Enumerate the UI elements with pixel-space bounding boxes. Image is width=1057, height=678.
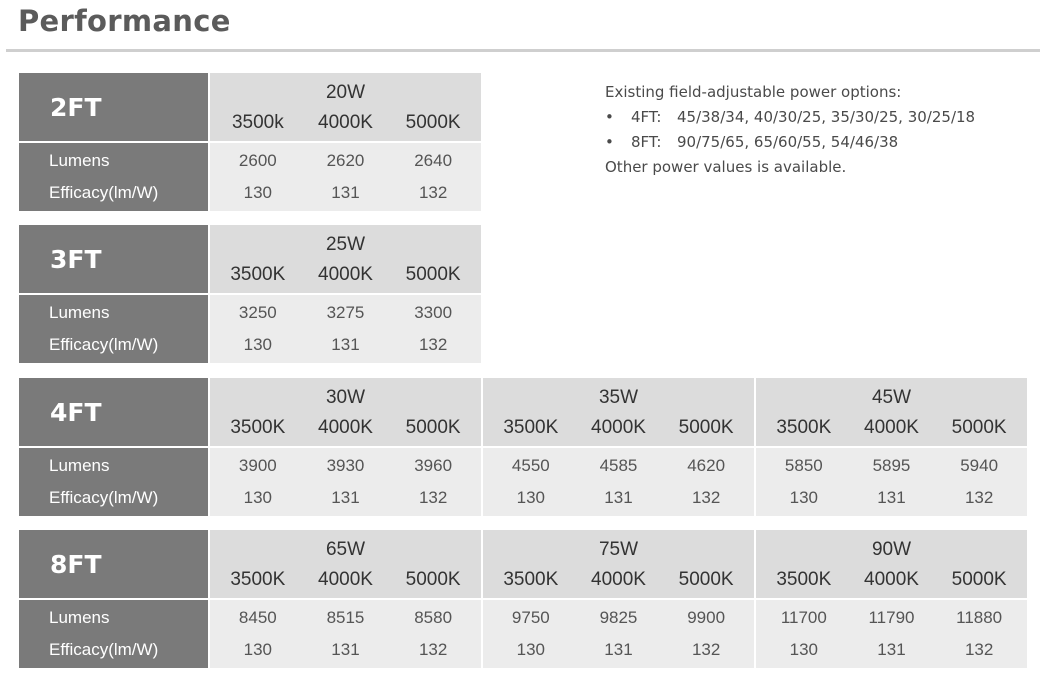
efficacy-value: 132 <box>418 335 448 354</box>
wattage-label: 75W <box>598 539 639 560</box>
efficacy-value: 130 <box>243 183 273 202</box>
lumens-value: 4620 <box>687 456 726 475</box>
lumens-label: Lumens <box>49 303 110 322</box>
row-labels <box>19 295 208 363</box>
note-item-value: 45/38/34, 40/30/25, 35/30/25, 30/25/18 <box>677 108 976 126</box>
efficacy-value: 132 <box>691 488 721 507</box>
lumens-value: 3300 <box>414 303 453 322</box>
efficacy-value: 130 <box>243 640 273 659</box>
cct-row <box>756 569 1027 591</box>
efficacy-value: 131 <box>877 488 906 507</box>
efficacy-value: 131 <box>331 183 360 202</box>
efficacy-value: 132 <box>964 640 994 659</box>
lumens-value: 8580 <box>414 608 453 627</box>
efficacy-value: 132 <box>418 640 448 659</box>
title-divider <box>6 49 1040 52</box>
note-heading: Existing field-adjustable power options: <box>605 83 902 101</box>
lumens-value: 11880 <box>956 608 1003 627</box>
efficacy-value: 130 <box>243 335 273 354</box>
efficacy-value: 130 <box>516 640 546 659</box>
length-label: 3FT <box>19 225 208 293</box>
efficacy-value: 130 <box>789 488 819 507</box>
power-group-data <box>210 600 481 668</box>
wattage-label: 90W <box>871 539 912 560</box>
efficacy-row <box>210 640 481 660</box>
lumens-value: 3960 <box>414 456 453 475</box>
efficacy-value: 131 <box>877 640 906 659</box>
cct-row <box>210 112 481 134</box>
efficacy-value: 132 <box>964 488 994 507</box>
wattage-label: 65W <box>325 539 366 560</box>
cct-label: 5000K <box>405 417 461 438</box>
efficacy-label: Efficacy(lm/W) <box>49 183 159 202</box>
efficacy-value: 131 <box>331 335 360 354</box>
efficacy-value: 130 <box>516 488 546 507</box>
cct-label: 4000K <box>591 569 646 590</box>
efficacy-row <box>483 488 754 508</box>
cct-row <box>210 569 481 591</box>
table-2ft <box>19 73 481 211</box>
lumens-value: 5940 <box>960 456 999 475</box>
bullet-icon: • <box>605 108 614 126</box>
wattage-label: 30W <box>325 387 366 408</box>
cct-label: 4000K <box>318 112 373 133</box>
efficacy-value: 131 <box>604 640 633 659</box>
lumens-row <box>483 608 754 628</box>
wattage-label: 20W <box>325 82 366 103</box>
lumens-value: 11790 <box>868 608 915 627</box>
lumens-row <box>210 456 481 476</box>
lumens-value: 3250 <box>238 303 277 322</box>
cct-label: 5000K <box>951 569 1007 590</box>
efficacy-label: Efficacy(lm/W) <box>49 335 159 354</box>
efficacy-row <box>483 640 754 660</box>
efficacy-row <box>210 488 481 508</box>
lumens-value: 9750 <box>511 608 550 627</box>
lumens-label: Lumens <box>49 608 110 627</box>
lumens-value: 5850 <box>784 456 823 475</box>
power-group-header <box>210 225 481 293</box>
lumens-value: 2640 <box>414 151 453 170</box>
lumens-value: 4550 <box>511 456 550 475</box>
efficacy-value: 132 <box>418 488 448 507</box>
cct-label: 4000K <box>864 417 919 438</box>
lumens-value: 3900 <box>238 456 277 475</box>
lumens-value: 4585 <box>599 456 638 475</box>
cct-label: 4000K <box>591 417 646 438</box>
lumens-value: 2620 <box>326 151 365 170</box>
cct-row <box>483 417 754 439</box>
cct-label: 3500K <box>230 569 286 590</box>
efficacy-value: 132 <box>691 640 721 659</box>
power-group-header <box>756 530 1027 598</box>
lumens-value: 2600 <box>238 151 277 170</box>
efficacy-value: 131 <box>604 488 633 507</box>
cct-label: 3500K <box>230 417 286 438</box>
lumens-label: Lumens <box>49 456 110 475</box>
lumens-row <box>210 151 481 171</box>
power-group-header <box>210 530 481 598</box>
row-labels <box>19 448 208 516</box>
note-item-value: 90/75/65, 65/60/55, 54/46/38 <box>677 133 899 151</box>
note-item-label: 4FT: <box>631 108 662 126</box>
lumens-row <box>483 456 754 476</box>
lumens-row <box>210 608 481 628</box>
lumens-value: 11700 <box>780 608 827 627</box>
note-item-label: 8FT: <box>631 133 662 151</box>
note-item-4ft <box>605 105 975 130</box>
efficacy-value: 131 <box>331 488 360 507</box>
cct-label: 4000K <box>318 264 373 285</box>
cct-label: 3500K <box>503 569 559 590</box>
power-group-data <box>756 448 1027 516</box>
efficacy-label: Efficacy(lm/W) <box>49 640 159 659</box>
row-labels <box>19 143 208 211</box>
cct-label: 3500K <box>776 417 832 438</box>
power-group-header <box>210 73 481 141</box>
cct-label: 3500K <box>776 569 832 590</box>
efficacy-row <box>756 488 1027 508</box>
wattage-label: 45W <box>871 387 912 408</box>
efficacy-value: 132 <box>418 183 448 202</box>
efficacy-row <box>756 640 1027 660</box>
cct-label: 5000K <box>678 569 734 590</box>
table-3ft <box>19 225 481 363</box>
note-item-8ft <box>605 130 975 155</box>
lumens-label: Lumens <box>49 151 110 170</box>
lumens-value: 9825 <box>599 608 638 627</box>
note-footer: Other power values is available. <box>605 158 847 176</box>
power-group-data <box>483 448 754 516</box>
efficacy-row <box>210 183 481 203</box>
cct-label: 5000K <box>405 112 461 133</box>
cct-label: 4000K <box>864 569 919 590</box>
lumens-value: 3930 <box>326 456 365 475</box>
cct-label: 5000K <box>405 264 461 285</box>
cct-label: 3500K <box>230 264 286 285</box>
power-group-header <box>210 378 481 446</box>
lumens-value: 3275 <box>326 303 365 322</box>
cct-row <box>756 417 1027 439</box>
cct-row <box>210 264 481 286</box>
cct-label: 3500k <box>231 112 284 133</box>
power-group-header <box>483 530 754 598</box>
wattage-label: 35W <box>598 387 639 408</box>
power-group-data <box>210 143 481 211</box>
power-group-header <box>483 378 754 446</box>
efficacy-row <box>210 335 481 355</box>
page-title: Performance <box>18 4 231 38</box>
lumens-value: 5895 <box>872 456 911 475</box>
length-label: 2FT <box>19 73 208 141</box>
cct-row <box>210 417 481 439</box>
cct-label: 5000K <box>951 417 1007 438</box>
cct-label: 3500K <box>503 417 559 438</box>
power-options-note <box>605 80 975 180</box>
table-8ft <box>19 530 1027 668</box>
lumens-value: 8450 <box>238 608 277 627</box>
power-group-data <box>210 295 481 363</box>
power-group-data <box>483 600 754 668</box>
cct-row <box>483 569 754 591</box>
lumens-value: 9900 <box>687 608 726 627</box>
efficacy-value: 130 <box>789 640 819 659</box>
cct-label: 4000K <box>318 569 373 590</box>
efficacy-value: 130 <box>243 488 273 507</box>
power-group-header <box>756 378 1027 446</box>
length-label: 8FT <box>19 530 208 598</box>
table-4ft <box>19 378 1027 516</box>
efficacy-label: Efficacy(lm/W) <box>49 488 159 507</box>
wattage-label: 25W <box>325 234 366 255</box>
efficacy-value: 131 <box>331 640 360 659</box>
power-group-data <box>210 448 481 516</box>
power-group-data <box>756 600 1027 668</box>
cct-label: 5000K <box>405 569 461 590</box>
cct-label: 4000K <box>318 417 373 438</box>
bullet-icon: • <box>605 133 614 151</box>
cct-label: 5000K <box>678 417 734 438</box>
lumens-row <box>210 303 481 323</box>
lumens-row <box>756 608 1027 628</box>
lumens-row <box>756 456 1027 476</box>
lumens-value: 8515 <box>326 608 365 627</box>
length-label: 4FT <box>19 378 208 446</box>
row-labels <box>19 600 208 668</box>
